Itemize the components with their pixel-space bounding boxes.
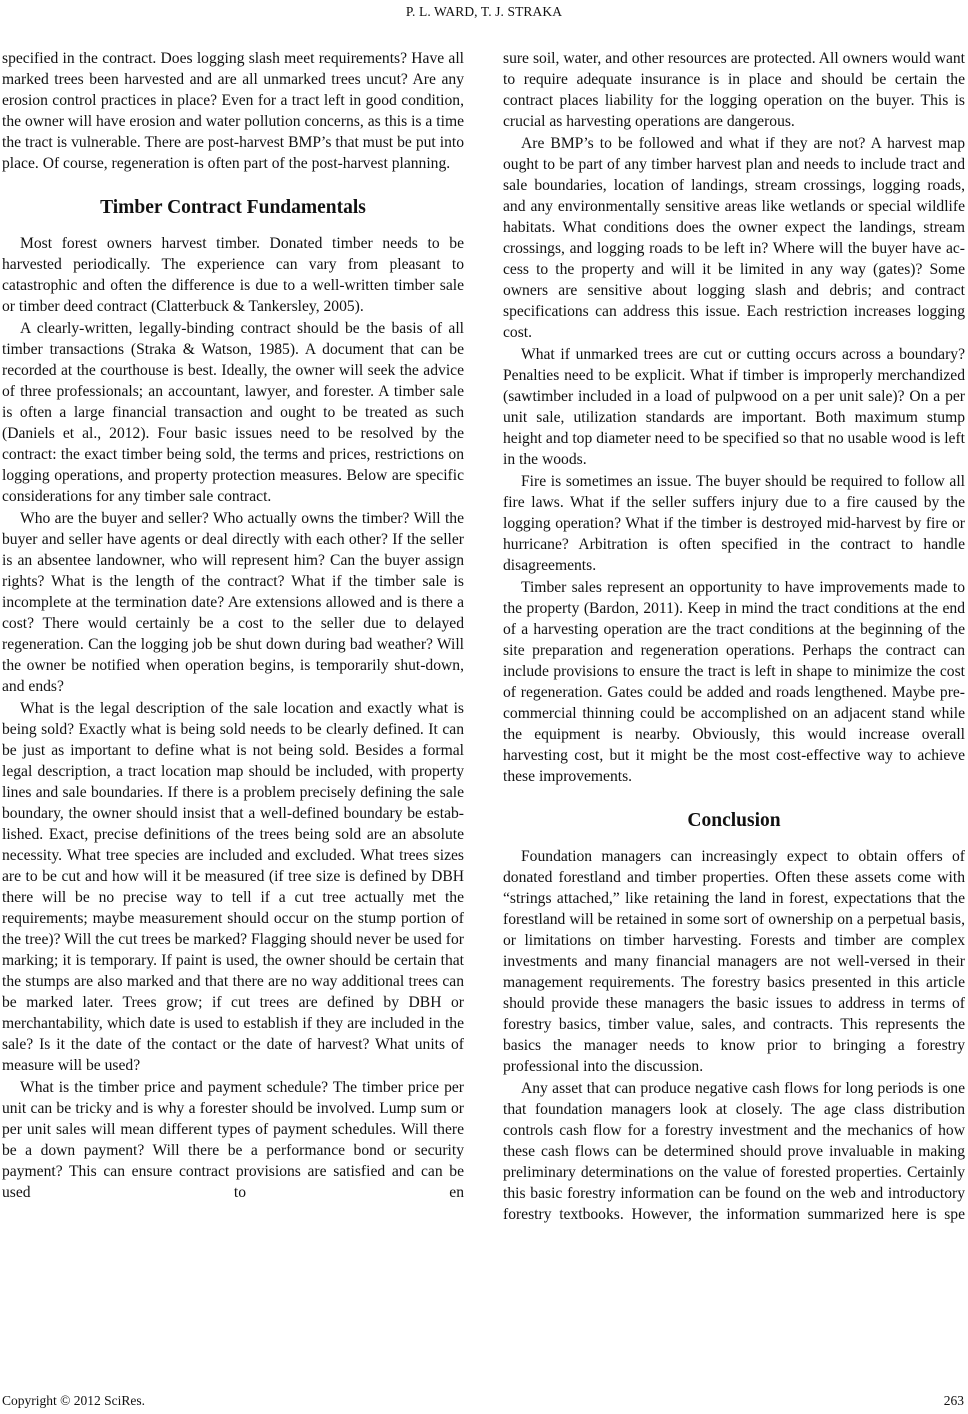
paragraph: What is the timber price and payment schedule? The timber price per unit can be tricky and is why a forester should be involved. Lump sum or per unit sales will mean different types of payment schedules. Will there be a down payment? Will there be a performance bond or security payment? This can ensure contract provisions are satisfied and can be used to en: [2, 1079, 464, 1201]
right-column: [503, 48, 965, 1225]
section-title-timber-contract-fundamentals: Timber Contract Fundamentals: [100, 197, 366, 218]
paragraph: Any asset that can produce negative cash flows for long periods is one that foundation managers look at closely. The age class distribution controls cash flow for a forestry investment and the mechanics of how these cash flows can be determined should prove invaluable in making preliminary determinations on the value of forested properties. Certainly this basic forestry information can be found on the web and introductory forestry textbooks. However, the information summarized here is spe: [503, 1080, 965, 1223]
left-column: [2, 48, 464, 1203]
paragraph: What is the legal description of the sale location and exactly what is being sold? Exactly what is being sold needs to be clearly defined. It can be just as important to define what is not being sold. Besides a formal legal description, a tract location map should be included, with property lines and sale boundaries. If there is a problem precisely defining the sale boundary, the owner should insist that a well-defined boundary be established. Exact, precise definitions of the trees being sold are an absolute necessity. What tree species are included and excluded. What trees sizes are to be cut and how will it be measured (if tree size is defined by DBH there will be no precise way to tell if a cut tree actually met the requirements; maybe measurement should occur on the stump portion of the tree)? Will the cut trees be marked? Flagging should never be used for marking; it is temporary. If paint is used, the owner should be certain that the stumps are also marked and that there are no way additional trees can be marked later. Trees grow; if cut trees are defined by DBH or merchantability, which date is used to establish if they are included in the sale? Is it the date of the contact or the date of harvest? What units of measure will be used?: [2, 700, 464, 1074]
paragraph: Timber sales represent an opportunity to have improvements made to the property (Bardon, 2011). Keep in mind the tract conditions at the end of a harvesting operation are the tract conditions at the beginning of the site preparation and regeneration operations. Perhaps the contract can include provisions to ensure the tract is left in shape to minimize the cost of regeneration. Gates could be added and roads lengthened. Maybe pre-commercial thinning could be accomplished on an adjacent stand while the equipment is nearby. Obviously, this would increase overall harvesting cost, but it might be the most cost-effective way to achieve these improvements.: [503, 579, 965, 785]
paragraph: A clearly-written, legally-binding contract should be the basis of all timber transactions (Straka & Watson, 1985). A document that can be recorded at the courthouse is best. Ideally, the owner will seek the advice of three professionals; an accountant, lawyer, and forester. A timber sale is often a large financial transaction and ought to be treated as such (Daniels et al., 2012). Four basic issues need to be resolved by the contract: the exact timber being sold, the terms and prices, restrictions on logging operations, and property protection measures. Below are specific considerations for any timber sale contract.: [2, 320, 464, 505]
copyright-notice: Copyright © 2012 SciRes.: [2, 1393, 146, 1408]
paragraph: Who are the buyer and seller? Who actually owns the timber? Will the buyer and seller have agents or deal directly with each other? If the seller is an absentee landowner, who will represent him? Can the buyer assign rights? What is the length of the contract? What if the timber sale is incomplete at the termination date? Are extensions allowed and is there a cost? There would certainly be a cost to the seller due to delayed regeneration. Can the logging job be shut down during bad weather? Will the owner be notified when operation begins, is temporarily shut-down, and ends?: [2, 510, 464, 695]
paragraph: Foundation managers can increasingly expect to obtain offers of donated forestland and timber properties. Often these assets come with “strings attached,” like retaining the land in forest, expectations that the forestland will be retained in some sort of ownership on a perpetual basis, or limitations on timber harvesting. Forests and timber are complex investments and many financial managers are not well-versed in their management requirements. The forestry basics presented in this article should provide these managers the basic issues to address in terms of forestry basics, timber value, sales, and contracts. This represents the basics the manager needs to know prior to bringing a forestry professional into the discussion.: [503, 848, 965, 1075]
paragraph: Fire is sometimes an issue. The buyer should be required to follow all fire laws. What if the seller suffers injury due to a fire caused by the logging operation? What if the timber is destroyed mid-harvest by fire or hurricane? Arbitration is often specified in the contract to handle disagreements.: [503, 473, 965, 574]
paragraph: Are BMP’s to be followed and what if they are not? A harvest map ought to be part of any timber harvest plan and needs to include tract and sale boundaries, location of landings, stream crossings, logging roads, and any environmentally sensitive areas like wetlands or special wildlife habitats. What conditions does the owner expect the landings, stream crossings, and logging roads to be left in? Where will the buyer have access to the property and will it be limited in any way (gates)? Some owners are sensitive about logging slash and debris; and contract specifications can address this issue. Each restriction increases logging cost.: [503, 135, 965, 341]
paragraph-continued: specified in the contract. Does logging slash meet requirements? Have all marked trees been harvested and are all unmarked trees uncut? Are any erosion control practices in place? Even for a tract left in good condition, the owner will have erosion and water pollution concerns, as this is a time the tract is vulnerable. There are post-harvest BMP’s that must be put into place. Of course, regeneration is often part of the post-harvest planning.: [2, 50, 464, 172]
paragraph: Most forest owners harvest timber. Donated timber needs to be harvested periodically. The experience can vary from pleasant to catastrophic and often the difference is due to a well-written timber sale or timber deed contract (Clatterbuck & Tankersley, 2005).: [2, 235, 464, 315]
paragraph-continued: sure soil, water, and other resources are protected. All owners would want to require adequate insurance is in place and should be certain the contract places liability for the logging operation on the buyer. This is crucial as harvesting operations are dangerous.: [503, 50, 965, 130]
running-head: P. L. WARD, T. J. STRAKA: [405, 4, 563, 19]
page-footer: [2, 1393, 964, 1409]
paragraph: What if unmarked trees are cut or cutting occurs across a boundary? Penalties need to be explicit. What if timber is improperly merchandized (sawtimber included in a load of pulpwood on a per unit sale)? On a per unit sale, utilization standards are important. Both maximum stump height and top diameter need to be specified so that no usable wood is left in the woods.: [503, 346, 965, 468]
page-number: 263: [943, 1393, 964, 1408]
section-title-conclusion: Conclusion: [687, 810, 781, 831]
